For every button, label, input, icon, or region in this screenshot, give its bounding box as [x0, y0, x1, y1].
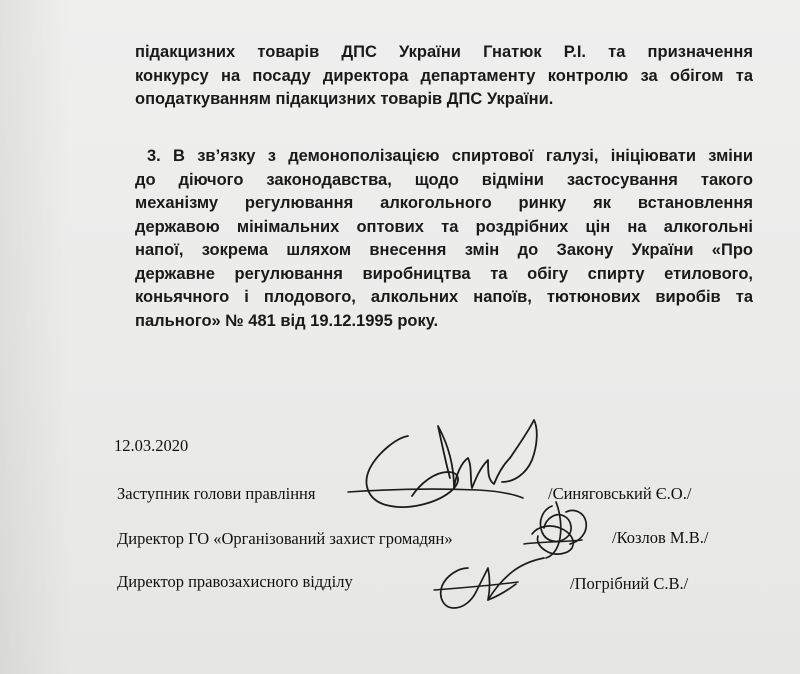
text-line: державою мінімальних оптових та роздрібних цін на алкогольні — [135, 217, 753, 236]
text-line: пального» № 481 від 19.12.1995 року. — [135, 311, 439, 330]
text-line: оподаткуванням підакцизних товарів ДПС України. — [135, 90, 554, 108]
text-line: механізму регулювання алкогольного ринку як встановлення — [135, 194, 753, 212]
document-date: 12.03.2020 — [114, 436, 189, 455]
signatory-name-1: /Синяговський Є.О./ — [548, 484, 692, 503]
text-line: підакцизних товарів ДПС України Гнатюк Р.І. та призначення — [135, 43, 753, 61]
text-line: 3. В зв’язку з демонополізацією спиртової галузі, ініціювати зміни — [147, 147, 753, 165]
signature-3 — [428, 550, 558, 624]
signatory-name-2: /Козлов М.В./ — [612, 528, 709, 547]
text-line: напої, зокрема шляхом внесення змін до Закону України «Про — [135, 241, 753, 259]
paragraph-top — [135, 41, 753, 112]
signatory-position-3: Директор правозахисного відділу — [117, 572, 353, 591]
signatory-name-3: /Погрібний С.В./ — [570, 574, 689, 593]
signatory-position-2: Директор ГО «Організований захист громадян» — [117, 529, 453, 548]
paragraph-3 — [135, 145, 753, 333]
text-line: державне регулювання виробництва та обігу спирту етилового, — [135, 264, 753, 283]
signatory-position-1: Заступник голови правління — [117, 484, 316, 503]
page-shadow — [0, 0, 70, 674]
text-line: до діючого законодавства, щодо відміни застосування такого — [135, 170, 753, 189]
text-line: коньячного і плодового, алкольних напоїв, тютюнових виробів та — [135, 288, 753, 306]
signature-2 — [512, 498, 602, 564]
signature-1 — [338, 408, 563, 533]
text-line: конкурсу на посаду директора департаменту контролю за обігом та — [135, 66, 753, 85]
